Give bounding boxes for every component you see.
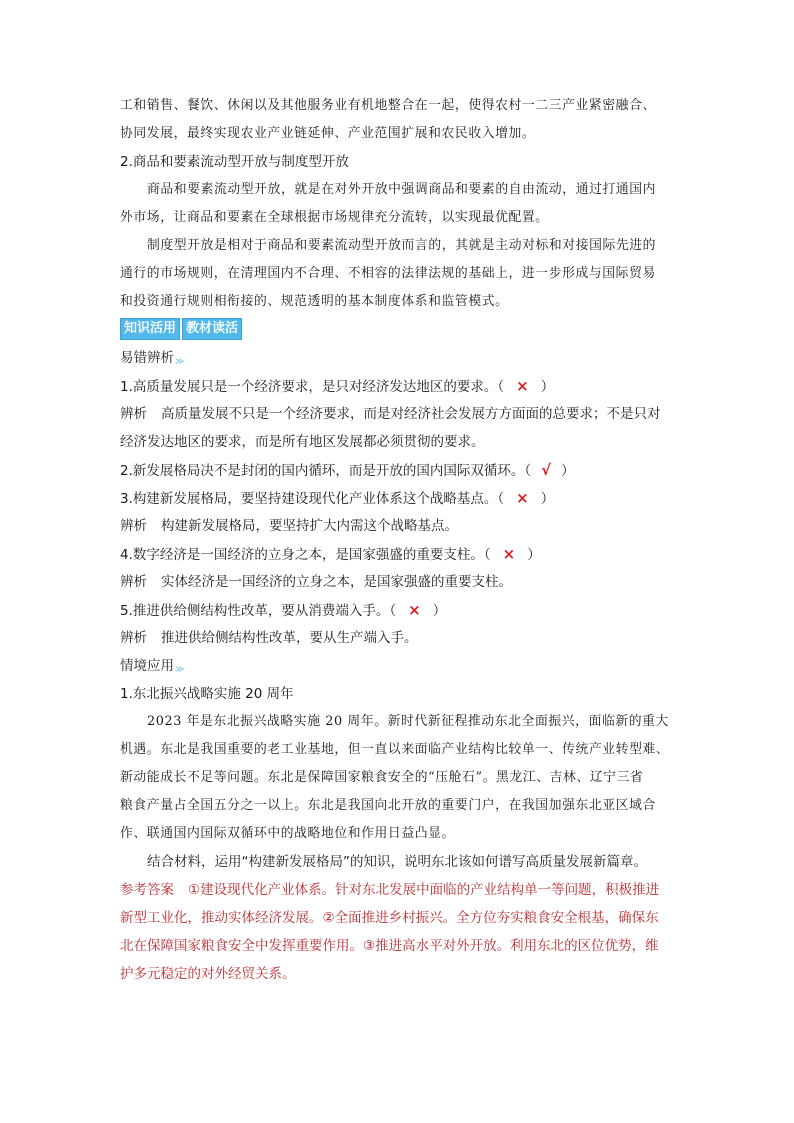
- wrong-mark-icon: ×: [502, 545, 516, 563]
- case-line: 2023 年是东北振兴战略实施 20 周年。新时代新征程推动东北全面振兴，面临新的重大: [147, 714, 669, 729]
- chevron-icon: ≫: [175, 665, 185, 675]
- paragraph-line: 制度型开放是相对于商品和要素流动型开放而言的，其就是主动对标和对接国际先进的: [147, 238, 657, 253]
- wrong-mark-icon: ×: [516, 489, 529, 507]
- wrong-mark-icon: ×: [516, 377, 529, 395]
- section-tags: [120, 318, 680, 342]
- answer-line: 护多元稳定的对外经贸关系。: [120, 966, 296, 982]
- answer-line: 新型工业化，推动实体经济发展。②全面推进乡村振兴。全方位夯实粮食安全根基，确保东: [120, 910, 659, 926]
- chevron-icon: ≫: [175, 357, 185, 367]
- paragraph-line: 外市场，让商品和要素在全球根据市场规律充分流转，以实现最优配置。: [120, 210, 549, 225]
- case-question: 结合材料，运用“构建新发展格局”的知识，说明东北该如何谱写高质量发展新篇章。: [147, 854, 647, 870]
- wrong-mark-icon: ×: [408, 601, 421, 619]
- tag-knowledge-use: 知识活用: [120, 318, 180, 340]
- subheading: 2.商品和要素流动型开放与制度型开放: [120, 154, 349, 170]
- case-line: 作、联通国内国际双循环中的战略地位和作用日益凸显。: [120, 826, 455, 841]
- intro-line: 协同发展，最终实现农业产业链延伸、产业范围扩展和农民收入增加。: [120, 126, 536, 141]
- question-3: 3.构建新发展格局，要坚持建设现代化产业体系这个战略基点。（ × ）: [120, 489, 555, 507]
- explain-label: 辨析: [120, 518, 147, 534]
- explain-label: 辨析: [120, 630, 147, 646]
- explain-label: 辨析: [120, 406, 147, 422]
- explanation-4: 辨析 实体经济是一国经济的立身之本，是国家强盛的重要支柱。: [120, 574, 512, 590]
- explain-label: 辨析: [120, 574, 147, 590]
- explanation-5: 辨析 推进供给侧结构性改革，要从生产端入手。: [120, 630, 418, 646]
- answer-line: 北在保障国家粮食安全中发挥重要作用。③推进高水平对外开放。利用东北的区位优势，维: [120, 938, 659, 954]
- case-line: 新动能成长不足等问题。东北是保障国家粮食安全的“压舱石”。黑龙江、吉林、辽宁三省: [120, 770, 644, 785]
- answer-line: 参考答案 ①建设现代化产业体系。针对东北发展中面临的产业结构单一等问题，积极推进: [120, 882, 660, 898]
- section-title-errors: 易错辨析≫: [120, 350, 185, 367]
- tag-textbook-reading: 教材读活: [182, 318, 242, 340]
- case-title: 1.东北振兴战略实施 20 周年: [120, 686, 294, 702]
- paragraph-line: 和投资通行规则相衔接的、规范透明的基本制度体系和监管模式。: [120, 294, 509, 309]
- question-1: 1.高质量发展只是一个经济要求，是只对经济发达地区的要求。（ × ）: [120, 377, 555, 395]
- case-line: 机遇。东北是我国重要的老工业基地，但一直以来面临产业结构比较单一、传统产业转型难、: [120, 742, 670, 757]
- intro-line: 工和销售、餐饮、休闲以及其他服务业有机地整合在一起，使得农村一二三产业紧密融合、: [120, 98, 656, 113]
- correct-mark-icon: √: [541, 461, 552, 479]
- answer-label: 参考答案: [120, 882, 174, 898]
- section-title-scenario: 情境应用≫: [120, 658, 185, 675]
- question-5: 5.推进供给侧结构性改革，要从消费端入手。（ × ）: [120, 601, 447, 619]
- question-4: 4.数字经济是一国经济的立身之本，是国家强盛的重要支柱。（ × ）: [120, 545, 541, 563]
- explanation-1-cont: 经济发达地区的要求，而是所有地区发展都必须贯彻的要求。: [120, 434, 485, 450]
- paragraph-line: 商品和要素流动型开放，就是在对外开放中强调商品和要素的自由流动，通过打通国内: [147, 182, 657, 197]
- question-2: 2.新发展格局决不是封闭的国内循环，而是开放的国内国际双循环。（ √ ）: [120, 461, 575, 479]
- paragraph-line: 通行的市场规则，在清理国内不合理、不相容的法律法规的基础上，进一步形成与国际贸易: [120, 266, 656, 281]
- explanation-1: 辨析 高质量发展不只是一个经济要求，而是对经济社会发展方方面面的总要求；不是只对: [120, 406, 661, 422]
- case-line: 粮食产量占全国五分之一以上。东北是我国向北开放的重要门户，在我国加强东北亚区域合: [120, 798, 656, 813]
- explanation-3: 辨析 构建新发展格局，要坚持扩大内需这个战略基点。: [120, 518, 458, 534]
- document-page: [120, 92, 680, 988]
